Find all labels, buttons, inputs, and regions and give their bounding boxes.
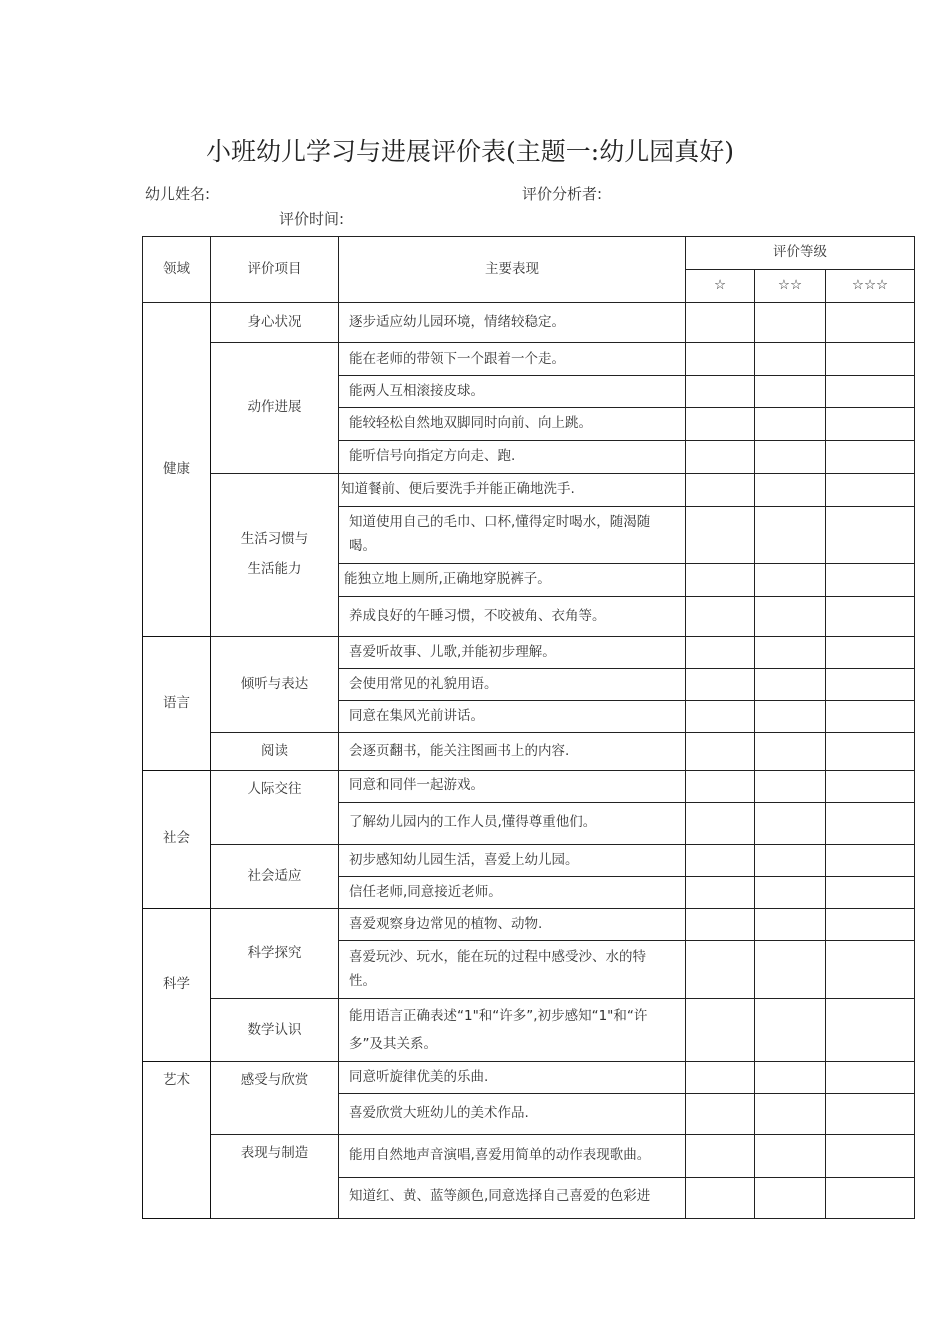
performance-cell: 同意在集风光前讲话。	[339, 701, 686, 733]
grade-cell-3[interactable]	[826, 303, 915, 343]
grade-cell-3[interactable]	[826, 770, 915, 802]
performance-cell: 喜爱观察身边常见的植物、动物.	[339, 908, 686, 940]
grade-cell-2[interactable]	[755, 701, 826, 733]
performance-cell: 能听信号向指定方向走、跑.	[339, 440, 686, 473]
grade-cell-1[interactable]	[686, 303, 755, 343]
grade-cell-3[interactable]	[826, 343, 915, 376]
grade-cell-2[interactable]	[755, 376, 826, 408]
table-row	[143, 343, 915, 376]
child-name-label: 幼儿姓名:	[145, 185, 211, 203]
evaluation-table	[142, 236, 915, 1219]
grade-cell-3[interactable]	[826, 1177, 915, 1218]
grade-cell-1[interactable]	[686, 844, 755, 876]
grade-cell-2[interactable]	[755, 802, 826, 844]
grade-cell-1[interactable]	[686, 701, 755, 733]
grade-cell-2[interactable]	[755, 563, 826, 596]
grade-cell-3[interactable]	[826, 733, 915, 770]
item-habits-line1: 生活习惯与	[240, 531, 309, 548]
item-habits-line2: 生活能力	[247, 560, 302, 577]
table-row	[143, 908, 915, 940]
grade-cell-2[interactable]	[755, 941, 826, 999]
grade-cell-3[interactable]	[826, 506, 915, 563]
grade-cell-3[interactable]	[826, 563, 915, 596]
grade-cell-3[interactable]	[826, 1134, 915, 1177]
performance-cell: 能两人互相滚接皮球。	[339, 376, 686, 408]
grade-cell-3[interactable]	[826, 802, 915, 844]
grade-cell-2[interactable]	[755, 506, 826, 563]
grade-cell-1[interactable]	[686, 669, 755, 701]
performance-cell: 能独立地上厕所,正确地穿脱裤子。	[339, 563, 686, 596]
table-row	[143, 1134, 915, 1177]
table-row	[143, 637, 915, 669]
grade-cell-1[interactable]	[686, 802, 755, 844]
evaluator-label: 评价分析者:	[522, 185, 603, 203]
page-title: 小班幼儿学习与进展评价表(主题一:幼儿园真好)	[206, 137, 734, 166]
grade-cell-1[interactable]	[686, 597, 755, 637]
performance-cell: 能在老师的带领下一个跟着一个走。	[339, 343, 686, 376]
grade-cell-1[interactable]	[686, 376, 755, 408]
header-star3: ☆☆☆	[826, 270, 915, 303]
performance-cell: 同意听旋律优美的乐曲.	[339, 1062, 686, 1094]
performance-cell: 初步感知幼儿园生活，喜爱上幼儿园。	[339, 844, 686, 876]
grade-cell-2[interactable]	[755, 1062, 826, 1094]
performance-cell: 喜爱欣赏大班幼儿的美术作品.	[339, 1094, 686, 1134]
performance-cell: 知道使用自己的毛巾、口杯,懂得定时喝水，随渴随喝。	[339, 506, 686, 563]
performance-cell: 知道餐前、便后要洗手并能正确地洗手.	[339, 473, 686, 506]
performance-cell: 同意和同伴一起游戏。	[339, 770, 686, 802]
performance-cell: 喜爱听故事、儿歌,并能初步理解。	[339, 637, 686, 669]
grade-cell-1[interactable]	[686, 506, 755, 563]
grade-cell-2[interactable]	[755, 473, 826, 506]
item-express: 表现与制造	[211, 1134, 339, 1218]
table-row	[143, 1062, 915, 1094]
performance-cell: 了解幼儿园内的工作人员,懂得尊重他们。	[339, 802, 686, 844]
performance-cell: 养成良好的午睡习惯，不咬被角、衣角等。	[339, 597, 686, 637]
header-row	[143, 237, 915, 270]
grade-cell-1[interactable]	[686, 1062, 755, 1094]
item-read: 阅读	[211, 733, 339, 770]
grade-cell-3[interactable]	[826, 597, 915, 637]
item-math: 数学认识	[211, 999, 339, 1062]
performance-cell: 会逐页翻书，能关注图画书上的内容.	[339, 733, 686, 770]
grade-cell-1[interactable]	[686, 770, 755, 802]
grade-cell-1[interactable]	[686, 343, 755, 376]
performance-cell: 逐步适应幼儿园环境，情绪较稳定。	[339, 303, 686, 343]
grade-cell-3[interactable]	[826, 844, 915, 876]
grade-cell-2[interactable]	[755, 770, 826, 802]
table-row	[143, 303, 915, 343]
item-body-mind: 身心状况	[211, 303, 339, 343]
performance-cell: 能用自然地声音演唱,喜爱用简单的动作表现歌曲。	[339, 1134, 686, 1177]
table-row	[143, 770, 915, 802]
grade-cell-2[interactable]	[755, 440, 826, 473]
grade-cell-3[interactable]	[826, 999, 915, 1062]
grade-cell-2[interactable]	[755, 1134, 826, 1177]
grade-cell-1[interactable]	[686, 408, 755, 440]
grade-cell-3[interactable]	[826, 876, 915, 908]
item-feel: 感受与欣赏	[211, 1062, 339, 1134]
performance-cell: 喜爱玩沙、玩水，能在玩的过程中感受沙、水的特性。	[339, 941, 686, 999]
performance-cell: 能用语言正确表述“1"和“许多”,初步感知“1"和“许多”及其关系。	[339, 999, 686, 1062]
domain-social: 社会	[143, 770, 211, 908]
item-motor: 动作进展	[211, 343, 339, 473]
grade-cell-2[interactable]	[755, 1094, 826, 1134]
table-row	[143, 999, 915, 1062]
grade-cell-3[interactable]	[826, 473, 915, 506]
header-star2: ☆☆	[755, 270, 826, 303]
grade-cell-2[interactable]	[755, 669, 826, 701]
grade-cell-2[interactable]	[755, 343, 826, 376]
grade-cell-1[interactable]	[686, 733, 755, 770]
grade-cell-2[interactable]	[755, 597, 826, 637]
grade-cell-1[interactable]	[686, 1094, 755, 1134]
header-grade: 评价等级	[686, 237, 915, 270]
table-row	[143, 844, 915, 876]
grade-cell-3[interactable]	[826, 1094, 915, 1134]
domain-language: 语言	[143, 637, 211, 770]
header-item: 评价项目	[211, 237, 339, 303]
item-sci-explore: 科学探究	[211, 908, 339, 998]
domain-health: 健康	[143, 303, 211, 637]
performance-cell: 信任老师,同意接近老师。	[339, 876, 686, 908]
grade-cell-3[interactable]	[826, 669, 915, 701]
grade-cell-2[interactable]	[755, 303, 826, 343]
grade-cell-2[interactable]	[755, 844, 826, 876]
grade-cell-2[interactable]	[755, 1177, 826, 1218]
grade-cell-3[interactable]	[826, 637, 915, 669]
grade-cell-2[interactable]	[755, 876, 826, 908]
grade-cell-2[interactable]	[755, 999, 826, 1062]
domain-science: 科学	[143, 908, 211, 1061]
table-row	[143, 733, 915, 770]
item-habits	[211, 473, 339, 636]
grade-cell-1[interactable]	[686, 908, 755, 940]
grade-cell-3[interactable]	[826, 440, 915, 473]
performance-cell: 会使用常见的礼貌用语。	[339, 669, 686, 701]
grade-cell-3[interactable]	[826, 1062, 915, 1094]
header-performance: 主要表现	[339, 237, 686, 303]
grade-cell-3[interactable]	[826, 408, 915, 440]
grade-cell-3[interactable]	[826, 376, 915, 408]
header-star1: ☆	[686, 270, 755, 303]
grade-cell-3[interactable]	[826, 941, 915, 999]
domain-art: 艺术	[143, 1062, 211, 1219]
grade-cell-1[interactable]	[686, 941, 755, 999]
grade-cell-1[interactable]	[686, 473, 755, 506]
grade-cell-1[interactable]	[686, 1177, 755, 1218]
item-listen: 倾听与表达	[211, 637, 339, 733]
performance-cell: 能较轻松自然地双脚同时向前、向上跳。	[339, 408, 686, 440]
grade-cell-1[interactable]	[686, 876, 755, 908]
grade-cell-1[interactable]	[686, 440, 755, 473]
grade-cell-2[interactable]	[755, 408, 826, 440]
grade-cell-1[interactable]	[686, 563, 755, 596]
item-interpersonal: 人际交往	[211, 770, 339, 844]
item-social-adapt: 社会适应	[211, 844, 339, 908]
grade-cell-2[interactable]	[755, 733, 826, 770]
grade-cell-3[interactable]	[826, 908, 915, 940]
grade-cell-1[interactable]	[686, 1134, 755, 1177]
grade-cell-1[interactable]	[686, 637, 755, 669]
grade-cell-2[interactable]	[755, 637, 826, 669]
table-row	[143, 473, 915, 506]
grade-cell-3[interactable]	[826, 701, 915, 733]
header-domain: 领域	[143, 237, 211, 303]
eval-time-label: 评价时间:	[279, 210, 345, 228]
grade-cell-2[interactable]	[755, 908, 826, 940]
grade-cell-1[interactable]	[686, 999, 755, 1062]
performance-cell: 知道红、黄、蓝等颜色,同意选择自己喜爱的色彩进	[339, 1177, 686, 1218]
